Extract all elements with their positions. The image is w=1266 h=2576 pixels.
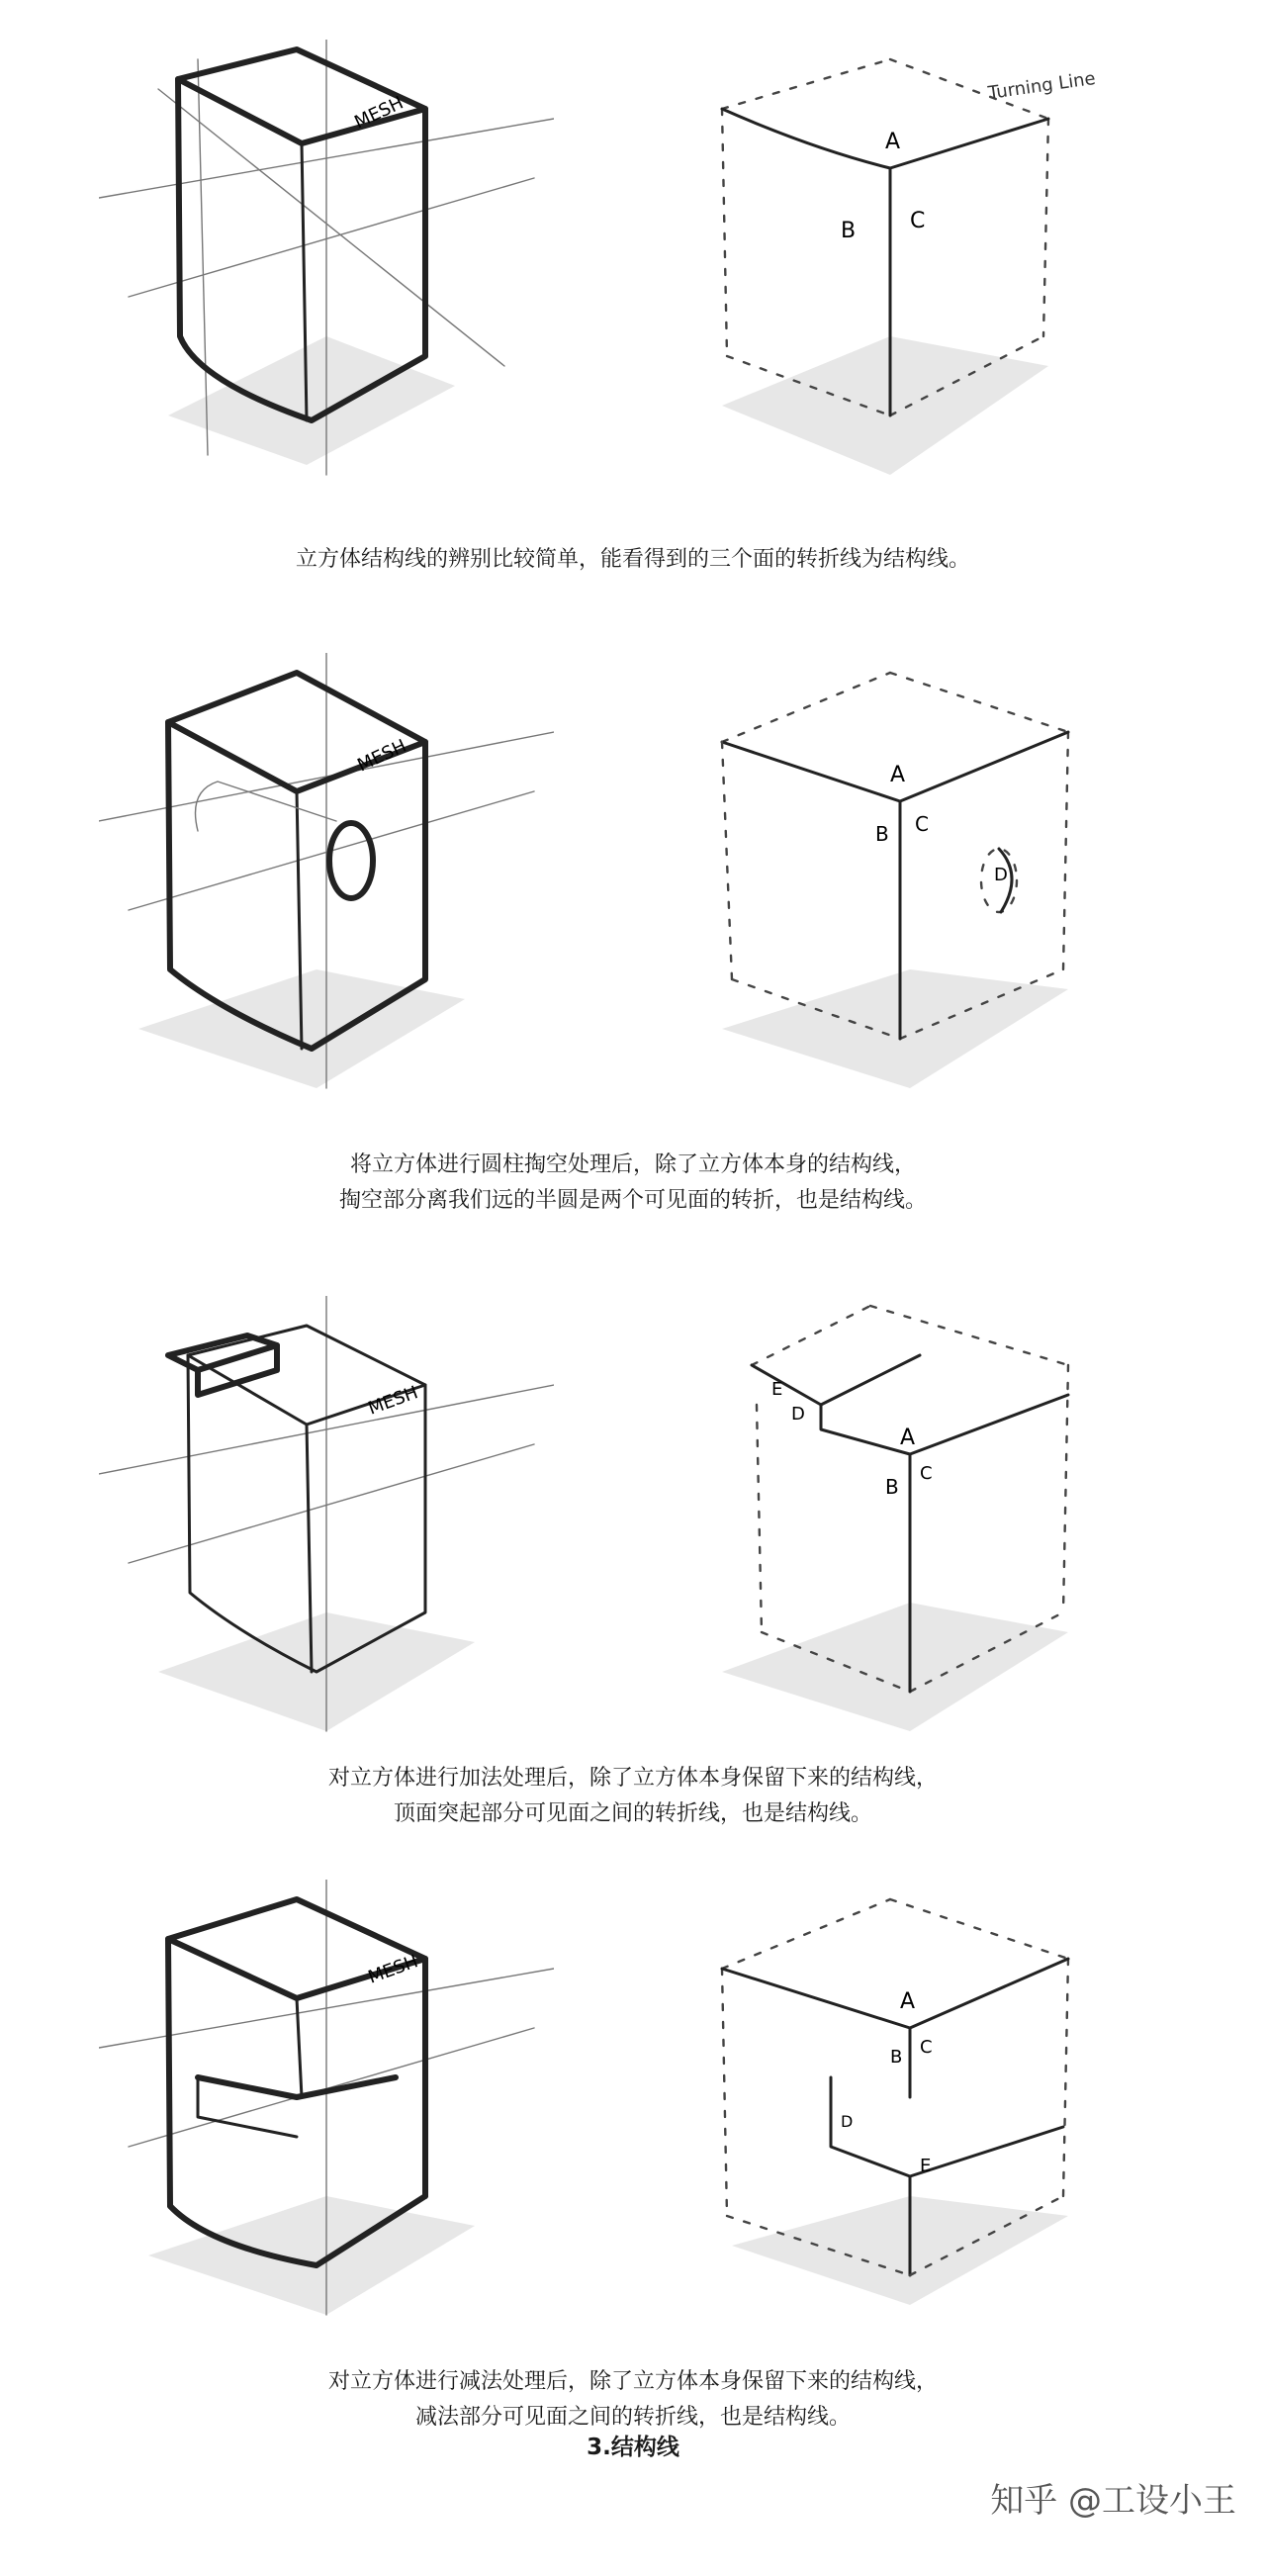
label-c-2: C	[915, 812, 929, 836]
caption-2	[0, 1148, 1266, 1219]
sketch-addition-grid	[99, 1296, 554, 1751]
label-e-4: E	[920, 2156, 932, 2176]
label-a-2: A	[890, 763, 906, 787]
caption-2-line-1: 将立方体进行圆柱掏空处理后，除了立方体本身的结构线，	[349, 1152, 916, 1177]
label-b-2: B	[875, 822, 889, 846]
label-e-3: E	[771, 1379, 783, 1400]
mesh-label-3: MESH	[365, 1382, 421, 1420]
label-c: C	[910, 209, 926, 233]
sketch-subtraction-structure	[692, 1880, 1147, 2335]
caption-3-line-1: 对立方体进行加法处理后，除了立方体本身保留下来的结构线，	[327, 1766, 938, 1791]
turning-line-label: Turning Line	[986, 67, 1097, 104]
mesh-label-4: MESH	[365, 1951, 421, 1988]
sketch-cylinder-cut-structure	[692, 653, 1147, 1108]
row-4	[0, 1880, 1266, 2434]
sketch-cylinder-cut-grid	[99, 653, 554, 1108]
caption-3	[0, 1761, 1266, 1832]
sketch-subtraction-grid	[99, 1880, 554, 2335]
caption-4	[0, 2364, 1266, 2436]
watermark: 知乎 @工设小王	[990, 2481, 1236, 2521]
label-d-4: D	[841, 2112, 854, 2131]
label-b-3: B	[885, 1475, 899, 1499]
caption-1	[0, 542, 1266, 578]
caption-1-text: 立方体结构线的辨别比较简单，能看得到的三个面的转折线为结构线。	[295, 547, 970, 572]
label-c-3: C	[920, 1463, 933, 1484]
row-2	[0, 633, 1266, 1246]
sketch-cube-grid	[99, 40, 554, 495]
label-a-4: A	[900, 1989, 916, 2014]
label-c-4: C	[920, 2037, 933, 2058]
caption-2-line-2: 掏空部分离我们远的半圆是两个可见面的转折，也是结构线。	[338, 1188, 927, 1213]
sketch-cube-structure	[692, 40, 1147, 495]
label-b: B	[841, 219, 857, 243]
row-1	[0, 0, 1266, 572]
mesh-label: MESH	[351, 92, 407, 134]
label-d-2: D	[994, 865, 1008, 885]
label-a: A	[885, 130, 901, 154]
label-b-4: B	[890, 2047, 903, 2068]
row-3	[0, 1276, 1266, 1870]
caption-4-line-2: 减法部分可见面之间的转折线，也是结构线。	[414, 2405, 851, 2430]
caption-3-line-2: 顶面突起部分可见面之间的转折线，也是结构线。	[393, 1801, 872, 1826]
caption-4-line-1: 对立方体进行减法处理后，除了立方体本身保留下来的结构线，	[327, 2369, 938, 2394]
label-a-3: A	[900, 1426, 916, 1450]
label-d-3: D	[791, 1404, 805, 1425]
sheet-title: 3.结构线	[587, 2435, 679, 2460]
mesh-label-2: MESH	[354, 735, 410, 777]
sketch-addition-structure	[692, 1296, 1147, 1751]
